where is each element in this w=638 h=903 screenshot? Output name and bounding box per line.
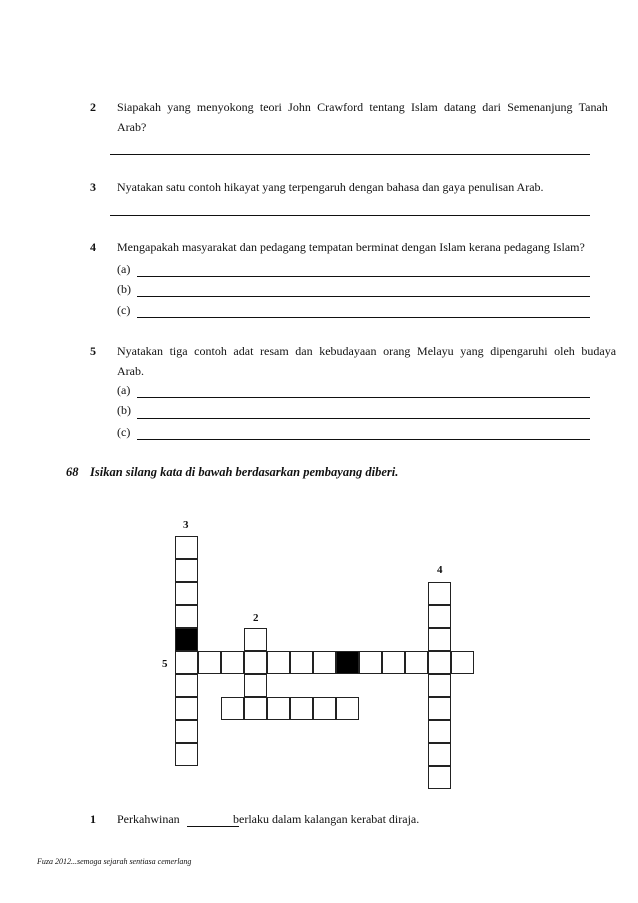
crossword-blocked-cell [336,651,359,674]
crossword-cell[interactable] [451,651,474,674]
crossword-cell[interactable] [428,674,451,697]
page-footer: Fuza 2012...semoga sejarah sentiasa cemerlang [37,857,192,866]
crossword-cell[interactable] [244,651,267,674]
clue-1-number: 1 [90,812,96,826]
crossword-cell[interactable] [428,697,451,720]
question-5-text: Nyatakan tiga contoh adat resam dan kebudayaan orang Melayu yang dipengaruhi oleh budaya [117,344,617,358]
crossword-cell[interactable] [428,743,451,766]
crossword-cell[interactable] [175,720,198,743]
clue-1-text-before: Perkahwinan [117,812,180,826]
crossword-cell[interactable] [175,582,198,605]
crossword-cell[interactable] [267,651,290,674]
crossword-cell[interactable] [290,697,313,720]
question-4-text: Mengapakah masyarakat dan pedagang tempatan berminat dengan Islam kerana pedagang Islam? [117,240,585,254]
question-5-number: 5 [90,344,96,358]
question-4-option-b: (b) [117,282,131,296]
question-4-option-a: (a) [117,262,131,276]
question-2-number: 2 [90,100,96,114]
clue-number-4: 4 [437,564,443,576]
crossword-cell[interactable] [428,605,451,628]
crossword-cell[interactable] [313,651,336,674]
crossword-cell[interactable] [428,720,451,743]
question-3-text: Nyatakan satu contoh hikayat yang terpengaruh dengan bahasa dan gaya penulisan Arab. [117,180,544,194]
clue-number-3: 3 [183,519,189,531]
question-5-text-cont: Arab. [117,364,144,378]
crossword-cell[interactable] [428,766,451,789]
crossword-cell[interactable] [267,697,290,720]
crossword-cell[interactable] [175,559,198,582]
question-4-option-c: (c) [117,303,131,317]
crossword-cell[interactable] [405,651,428,674]
crossword-cell[interactable] [175,536,198,559]
crossword-cell[interactable] [336,697,359,720]
clue-number-5: 5 [162,658,168,670]
crossword-cell[interactable] [359,651,382,674]
question-5-option-b: (b) [117,403,131,417]
section-68-number: 68 [66,465,79,479]
clue-number-2: 2 [253,612,259,624]
crossword-cell[interactable] [198,651,221,674]
crossword-cell[interactable] [290,651,313,674]
crossword-cell[interactable] [428,582,451,605]
crossword-cell[interactable] [175,743,198,766]
question-2-text: Siapakah yang menyokong teori John Crawford tentang Islam datang dari Semenanjung Tanah [117,100,608,114]
crossword-cell[interactable] [244,628,267,651]
crossword-cell[interactable] [175,674,198,697]
crossword-cell[interactable] [382,651,405,674]
crossword-cell[interactable] [313,697,336,720]
crossword-blocked-cell [175,628,198,651]
clue-1-blank[interactable] [187,826,239,827]
question-5-option-c: (c) [117,425,131,439]
crossword-cell[interactable] [221,651,244,674]
question-3-number: 3 [90,180,96,194]
clue-1-text-after: berlaku dalam kalangan kerabat diraja. [233,812,420,826]
crossword-cell[interactable] [428,628,451,651]
crossword-cell[interactable] [221,697,244,720]
crossword-cell[interactable] [175,605,198,628]
crossword-cell[interactable] [244,674,267,697]
crossword-cell[interactable] [244,697,267,720]
question-5-option-a: (a) [117,383,131,397]
question-2-text-cont: Arab? [117,120,147,134]
crossword-cell[interactable] [428,651,451,674]
question-4-number: 4 [90,240,96,254]
crossword-cell[interactable] [175,697,198,720]
crossword-cell[interactable] [175,651,198,674]
section-68-title: Isikan silang kata di bawah berdasarkan pembayang diberi. [90,465,399,479]
